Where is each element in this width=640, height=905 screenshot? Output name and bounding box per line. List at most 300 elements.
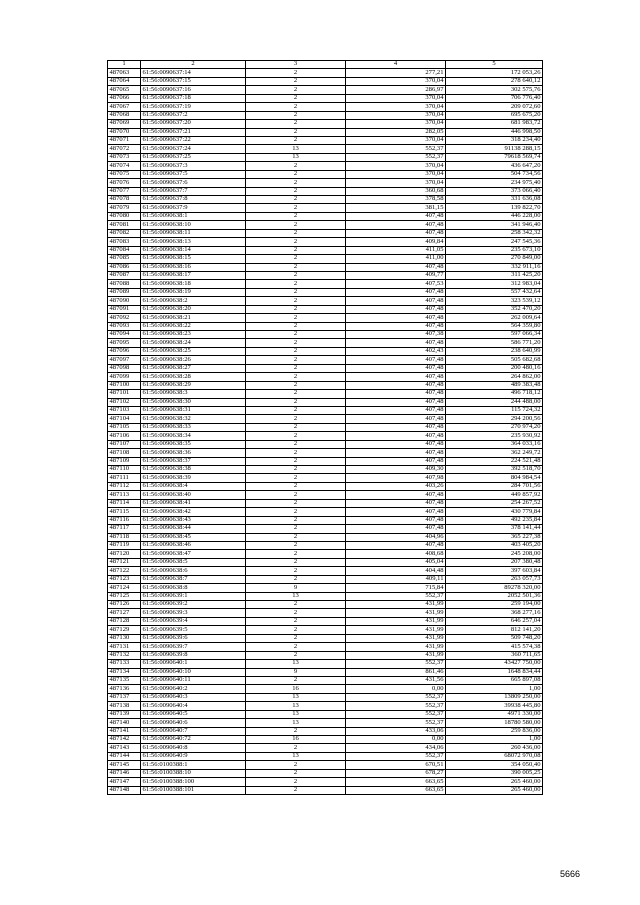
type-code-cell: 13 [246,693,346,701]
unit-value-cell: 431,99 [346,626,446,634]
type-code-cell: 2 [246,533,346,541]
cadastral-number-cell: 61:56:0090639:2 [141,601,246,609]
unit-value-cell: 405,04 [346,558,446,566]
cadastral-number-cell: 61:56:0090637:19 [141,103,246,111]
cadastral-number-cell: 61:56:0090639:1 [141,592,246,600]
total-value-cell: 373 066,40 [446,187,543,195]
header-row [108,61,543,69]
unit-value-cell: 407,48 [346,499,446,507]
type-code-cell: 2 [246,634,346,642]
table-row [108,491,543,499]
row-id-cell: 487107 [108,440,141,448]
total-value-cell: 354 050,40 [446,761,543,769]
cadastral-number-cell: 61:56:0090639:3 [141,609,246,617]
row-id-cell: 487123 [108,575,141,583]
row-id-cell: 487098 [108,364,141,372]
table-row [108,128,543,136]
table-row [108,406,543,414]
row-id-cell: 487067 [108,103,141,111]
column-header-5: 5 [446,61,543,69]
row-id-cell: 487097 [108,356,141,364]
cadastral-number-cell: 61:56:0090638:1 [141,212,246,220]
cadastral-number-cell: 61:56:0090637:6 [141,179,246,187]
unit-value-cell: 715,84 [346,584,446,592]
table-row [108,94,543,102]
unit-value-cell: 402,43 [346,347,446,355]
type-code-cell: 2 [246,482,346,490]
total-value-cell: 681 983,72 [446,120,543,128]
row-id-cell: 487082 [108,229,141,237]
table-row [108,204,543,212]
unit-value-cell: 407,48 [346,356,446,364]
row-id-cell: 487065 [108,86,141,94]
table-row [108,196,543,204]
table-row [108,255,543,263]
total-value-cell: 311 425,20 [446,271,543,279]
row-id-cell: 487132 [108,651,141,659]
total-value-cell: 209 072,60 [446,103,543,111]
total-value-cell: 244 488,00 [446,398,543,406]
row-id-cell: 487085 [108,255,141,263]
unit-value-cell: 407,48 [346,229,446,237]
type-code-cell: 13 [246,660,346,668]
type-code-cell: 2 [246,305,346,313]
table-row [108,499,543,507]
total-value-cell: 446 998,50 [446,128,543,136]
row-id-cell: 487140 [108,719,141,727]
row-id-cell: 487083 [108,238,141,246]
table-row [108,331,543,339]
type-code-cell: 2 [246,212,346,220]
cadastral-number-cell: 61:56:0090638:21 [141,314,246,322]
unit-value-cell: 552,37 [346,145,446,153]
cadastral-number-cell: 61:56:0090638:19 [141,288,246,296]
row-id-cell: 487138 [108,702,141,710]
cadastral-number-cell: 61:56:0090640:72 [141,736,246,744]
unit-value-cell: 407,48 [346,221,446,229]
unit-value-cell: 407,48 [346,525,446,533]
type-code-cell: 2 [246,111,346,119]
table-row [108,390,543,398]
table-row [108,305,543,313]
table-row [108,280,543,288]
table-row [108,482,543,490]
row-id-cell: 487120 [108,550,141,558]
unit-value-cell: 431,99 [346,643,446,651]
row-id-cell: 487101 [108,390,141,398]
type-code-cell: 2 [246,246,346,254]
total-value-cell: 4971 330,00 [446,710,543,718]
cadastral-number-cell: 61:56:0090637:20 [141,120,246,128]
type-code-cell: 2 [246,609,346,617]
type-code-cell: 2 [246,221,346,229]
cadastral-number-cell: 61:56:0090638:2 [141,297,246,305]
cadastral-number-cell: 61:56:0090638:5 [141,558,246,566]
row-id-cell: 487088 [108,280,141,288]
unit-value-cell: 381,15 [346,204,446,212]
row-id-cell: 487084 [108,246,141,254]
cadastral-number-cell: 61:56:0090639:5 [141,626,246,634]
table-row [108,778,543,786]
table-row [108,584,543,592]
type-code-cell: 2 [246,651,346,659]
table-row [108,634,543,642]
row-id-cell: 487113 [108,491,141,499]
cadastral-number-cell: 61:56:0090638:14 [141,246,246,254]
cadastral-number-cell: 61:56:0090637:7 [141,187,246,195]
row-id-cell: 487095 [108,339,141,347]
table-row [108,449,543,457]
table-row [108,153,543,161]
total-value-cell: 365 227,38 [446,533,543,541]
table-row [108,643,543,651]
table-row [108,550,543,558]
cadastral-number-cell: 61:56:0090638:34 [141,432,246,440]
row-id-cell: 487063 [108,69,141,77]
row-id-cell: 487079 [108,204,141,212]
unit-value-cell: 678,27 [346,769,446,777]
total-value-cell: 665 897,08 [446,676,543,684]
total-value-cell: 812 141,20 [446,626,543,634]
cadastral-number-cell: 61:56:0090637:8 [141,196,246,204]
type-code-cell: 2 [246,187,346,195]
unit-value-cell: 370,04 [346,162,446,170]
table-row [108,179,543,187]
total-value-cell: 597 066,34 [446,331,543,339]
type-code-cell: 2 [246,626,346,634]
total-value-cell: 1,00 [446,736,543,744]
row-id-cell: 487116 [108,516,141,524]
row-id-cell: 487121 [108,558,141,566]
unit-value-cell: 407,48 [346,491,446,499]
row-id-cell: 487091 [108,305,141,313]
type-code-cell: 13 [246,719,346,727]
total-value-cell: 446 228,00 [446,212,543,220]
total-value-cell: 436 647,20 [446,162,543,170]
column-header-3: 3 [246,61,346,69]
total-value-cell: 378 141,44 [446,525,543,533]
unit-value-cell: 407,48 [346,305,446,313]
type-code-cell: 2 [246,575,346,583]
row-id-cell: 487072 [108,145,141,153]
cadastral-number-cell: 61:56:0090639:6 [141,634,246,642]
table-row [108,136,543,144]
total-value-cell: 259 836,00 [446,727,543,735]
unit-value-cell: 434,06 [346,744,446,752]
unit-value-cell: 407,48 [346,406,446,414]
table-row [108,212,543,220]
data-table [107,60,543,795]
cadastral-number-cell: 61:56:0090638:3 [141,390,246,398]
total-value-cell: 234 975,40 [446,179,543,187]
cadastral-number-cell: 61:56:0090639:4 [141,617,246,625]
type-code-cell: 2 [246,94,346,102]
table-row [108,423,543,431]
row-id-cell: 487127 [108,609,141,617]
unit-value-cell: 431,99 [346,634,446,642]
unit-value-cell: 431,99 [346,617,446,625]
table-row [108,727,543,735]
row-id-cell: 487139 [108,710,141,718]
cadastral-number-cell: 61:56:0090637:16 [141,86,246,94]
cadastral-number-cell: 61:56:0090637:21 [141,128,246,136]
row-id-cell: 487141 [108,727,141,735]
unit-value-cell: 552,37 [346,660,446,668]
unit-value-cell: 407,48 [346,457,446,465]
table-row [108,221,543,229]
type-code-cell: 2 [246,271,346,279]
cadastral-number-cell: 61:56:0090639:7 [141,643,246,651]
total-value-cell: 39938 445,80 [446,702,543,710]
total-value-cell: 505 682,68 [446,356,543,364]
total-value-cell: 390 005,25 [446,769,543,777]
cadastral-number-cell: 61:56:0090638:27 [141,364,246,372]
page-number: 5666 [560,869,581,879]
type-code-cell: 9 [246,668,346,676]
type-code-cell: 2 [246,364,346,372]
type-code-cell: 2 [246,322,346,330]
cadastral-number-cell: 61:56:0090637:25 [141,153,246,161]
type-code-cell: 13 [246,710,346,718]
table-row [108,719,543,727]
total-value-cell: 258 342,32 [446,229,543,237]
total-value-cell: 341 946,40 [446,221,543,229]
row-id-cell: 487111 [108,474,141,482]
unit-value-cell: 277,21 [346,69,446,77]
table-row [108,693,543,701]
row-id-cell: 487135 [108,676,141,684]
type-code-cell: 13 [246,145,346,153]
unit-value-cell: 411,05 [346,246,446,254]
row-id-cell: 487133 [108,660,141,668]
cadastral-number-cell: 61:56:0090637:3 [141,162,246,170]
type-code-cell: 2 [246,449,346,457]
type-code-cell: 2 [246,103,346,111]
type-code-cell: 2 [246,423,346,431]
cadastral-number-cell: 61:56:0090638:38 [141,466,246,474]
column-header-2: 2 [141,61,246,69]
type-code-cell: 2 [246,263,346,271]
type-code-cell: 13 [246,153,346,161]
row-id-cell: 487118 [108,533,141,541]
table-row [108,373,543,381]
unit-value-cell: 407,48 [346,516,446,524]
type-code-cell: 2 [246,179,346,187]
row-id-cell: 487143 [108,744,141,752]
cadastral-number-cell: 61:56:0090638:10 [141,221,246,229]
type-code-cell: 2 [246,508,346,516]
cadastral-number-cell: 61:56:0090638:16 [141,263,246,271]
table-row [108,347,543,355]
total-value-cell: 79618 569,74 [446,153,543,161]
row-id-cell: 487070 [108,128,141,136]
type-code-cell: 2 [246,525,346,533]
cadastral-number-cell: 61:56:0090638:47 [141,550,246,558]
unit-value-cell: 552,37 [346,719,446,727]
unit-value-cell: 370,04 [346,136,446,144]
type-code-cell: 2 [246,432,346,440]
table-row [108,541,543,549]
type-code-cell: 9 [246,584,346,592]
row-id-cell: 487104 [108,415,141,423]
type-code-cell: 2 [246,196,346,204]
table-row [108,702,543,710]
cadastral-number-cell: 61:56:0090638:46 [141,541,246,549]
unit-value-cell: 407,48 [346,339,446,347]
total-value-cell: 270 849,00 [446,255,543,263]
row-id-cell: 487115 [108,508,141,516]
row-id-cell: 487075 [108,170,141,178]
cadastral-number-cell: 61:56:0100388:101 [141,786,246,794]
cadastral-number-cell: 61:56:0090639:8 [141,651,246,659]
unit-value-cell: 409,84 [346,238,446,246]
unit-value-cell: 552,37 [346,153,446,161]
unit-value-cell: 407,48 [346,415,446,423]
type-code-cell: 2 [246,128,346,136]
table-row [108,660,543,668]
cadastral-number-cell: 61:56:0090638:22 [141,322,246,330]
row-id-cell: 487109 [108,457,141,465]
type-code-cell: 2 [246,491,346,499]
type-code-cell: 16 [246,736,346,744]
row-id-cell: 487078 [108,196,141,204]
type-code-cell: 2 [246,567,346,575]
total-value-cell: 302 575,76 [446,86,543,94]
row-id-cell: 487099 [108,373,141,381]
total-value-cell: 1,00 [446,685,543,693]
total-value-cell: 115 724,32 [446,406,543,414]
row-id-cell: 487146 [108,769,141,777]
total-value-cell: 415 574,38 [446,643,543,651]
total-value-cell: 2052 501,36 [446,592,543,600]
cadastral-number-cell: 61:56:0090640:5 [141,710,246,718]
type-code-cell: 2 [246,516,346,524]
total-value-cell: 247 545,36 [446,238,543,246]
cadastral-number-cell: 61:56:0090638:20 [141,305,246,313]
cadastral-number-cell: 61:56:0090640:9 [141,752,246,760]
unit-value-cell: 407,48 [346,381,446,389]
cadastral-number-cell: 61:56:0090637:15 [141,77,246,85]
type-code-cell: 2 [246,617,346,625]
table-row [108,761,543,769]
row-id-cell: 487100 [108,381,141,389]
unit-value-cell: 861,46 [346,668,446,676]
type-code-cell: 2 [246,457,346,465]
total-value-cell: 492 235,84 [446,516,543,524]
total-value-cell: 364 033,16 [446,440,543,448]
table-row [108,440,543,448]
total-value-cell: 695 675,20 [446,111,543,119]
cadastral-number-cell: 61:56:0090640:1 [141,660,246,668]
table-row [108,533,543,541]
type-code-cell: 2 [246,297,346,305]
total-value-cell: 260 436,00 [446,744,543,752]
column-header-1: 1 [108,61,141,69]
cadastral-number-cell: 61:56:0090640:3 [141,693,246,701]
unit-value-cell: 670,51 [346,761,446,769]
row-id-cell: 487077 [108,187,141,195]
cadastral-number-cell: 61:56:0090640:10 [141,668,246,676]
type-code-cell: 2 [246,440,346,448]
type-code-cell: 13 [246,752,346,760]
cadastral-number-cell: 61:56:0090637:18 [141,94,246,102]
total-value-cell: 224 521,48 [446,457,543,465]
table-row [108,339,543,347]
row-id-cell: 487144 [108,752,141,760]
table-row [108,626,543,634]
row-id-cell: 487147 [108,778,141,786]
unit-value-cell: 407,48 [346,263,446,271]
cadastral-number-cell: 61:56:0090638:40 [141,491,246,499]
cadastral-number-cell: 61:56:0090638:8 [141,584,246,592]
row-id-cell: 487117 [108,525,141,533]
total-value-cell: 646 257,04 [446,617,543,625]
total-value-cell: 235 930,92 [446,432,543,440]
table-row [108,567,543,575]
cadastral-number-cell: 61:56:0090638:24 [141,339,246,347]
table-row [108,617,543,625]
unit-value-cell: 370,04 [346,94,446,102]
total-value-cell: 586 771,20 [446,339,543,347]
cadastral-number-cell: 61:56:0090638:25 [141,347,246,355]
total-value-cell: 262 009,64 [446,314,543,322]
row-id-cell: 487142 [108,736,141,744]
type-code-cell: 2 [246,86,346,94]
total-value-cell: 270 974,20 [446,423,543,431]
row-id-cell: 487086 [108,263,141,271]
row-id-cell: 487081 [108,221,141,229]
row-id-cell: 487106 [108,432,141,440]
type-code-cell: 2 [246,373,346,381]
total-value-cell: 263 057,73 [446,575,543,583]
table-row [108,516,543,524]
total-value-cell: 172 053,26 [446,69,543,77]
unit-value-cell: 407,48 [346,541,446,549]
row-id-cell: 487129 [108,626,141,634]
cadastral-number-cell: 61:56:0090637:2 [141,111,246,119]
unit-value-cell: 552,37 [346,752,446,760]
type-code-cell: 2 [246,120,346,128]
unit-value-cell: 408,68 [346,550,446,558]
table-row [108,314,543,322]
cadastral-number-cell: 61:56:0090638:32 [141,415,246,423]
cadastral-number-cell: 61:56:0090638:28 [141,373,246,381]
total-value-cell: 1648 834,44 [446,668,543,676]
table-row [108,162,543,170]
unit-value-cell: 370,04 [346,103,446,111]
type-code-cell: 2 [246,550,346,558]
table-row [108,69,543,77]
table-row [108,752,543,760]
type-code-cell: 16 [246,685,346,693]
type-code-cell: 2 [246,390,346,398]
unit-value-cell: 282,05 [346,128,446,136]
type-code-cell: 2 [246,314,346,322]
table-row [108,381,543,389]
total-value-cell: 564 359,80 [446,322,543,330]
unit-value-cell: 552,37 [346,710,446,718]
type-code-cell: 2 [246,204,346,212]
cadastral-number-cell: 61:56:0090638:42 [141,508,246,516]
table-row [108,609,543,617]
total-value-cell: 18780 580,00 [446,719,543,727]
unit-value-cell: 407,98 [346,474,446,482]
row-id-cell: 487134 [108,668,141,676]
cadastral-number-cell: 61:56:0090640:2 [141,685,246,693]
total-value-cell: 403 405,20 [446,541,543,549]
total-value-cell: 312 983,04 [446,280,543,288]
unit-value-cell: 411,00 [346,255,446,263]
